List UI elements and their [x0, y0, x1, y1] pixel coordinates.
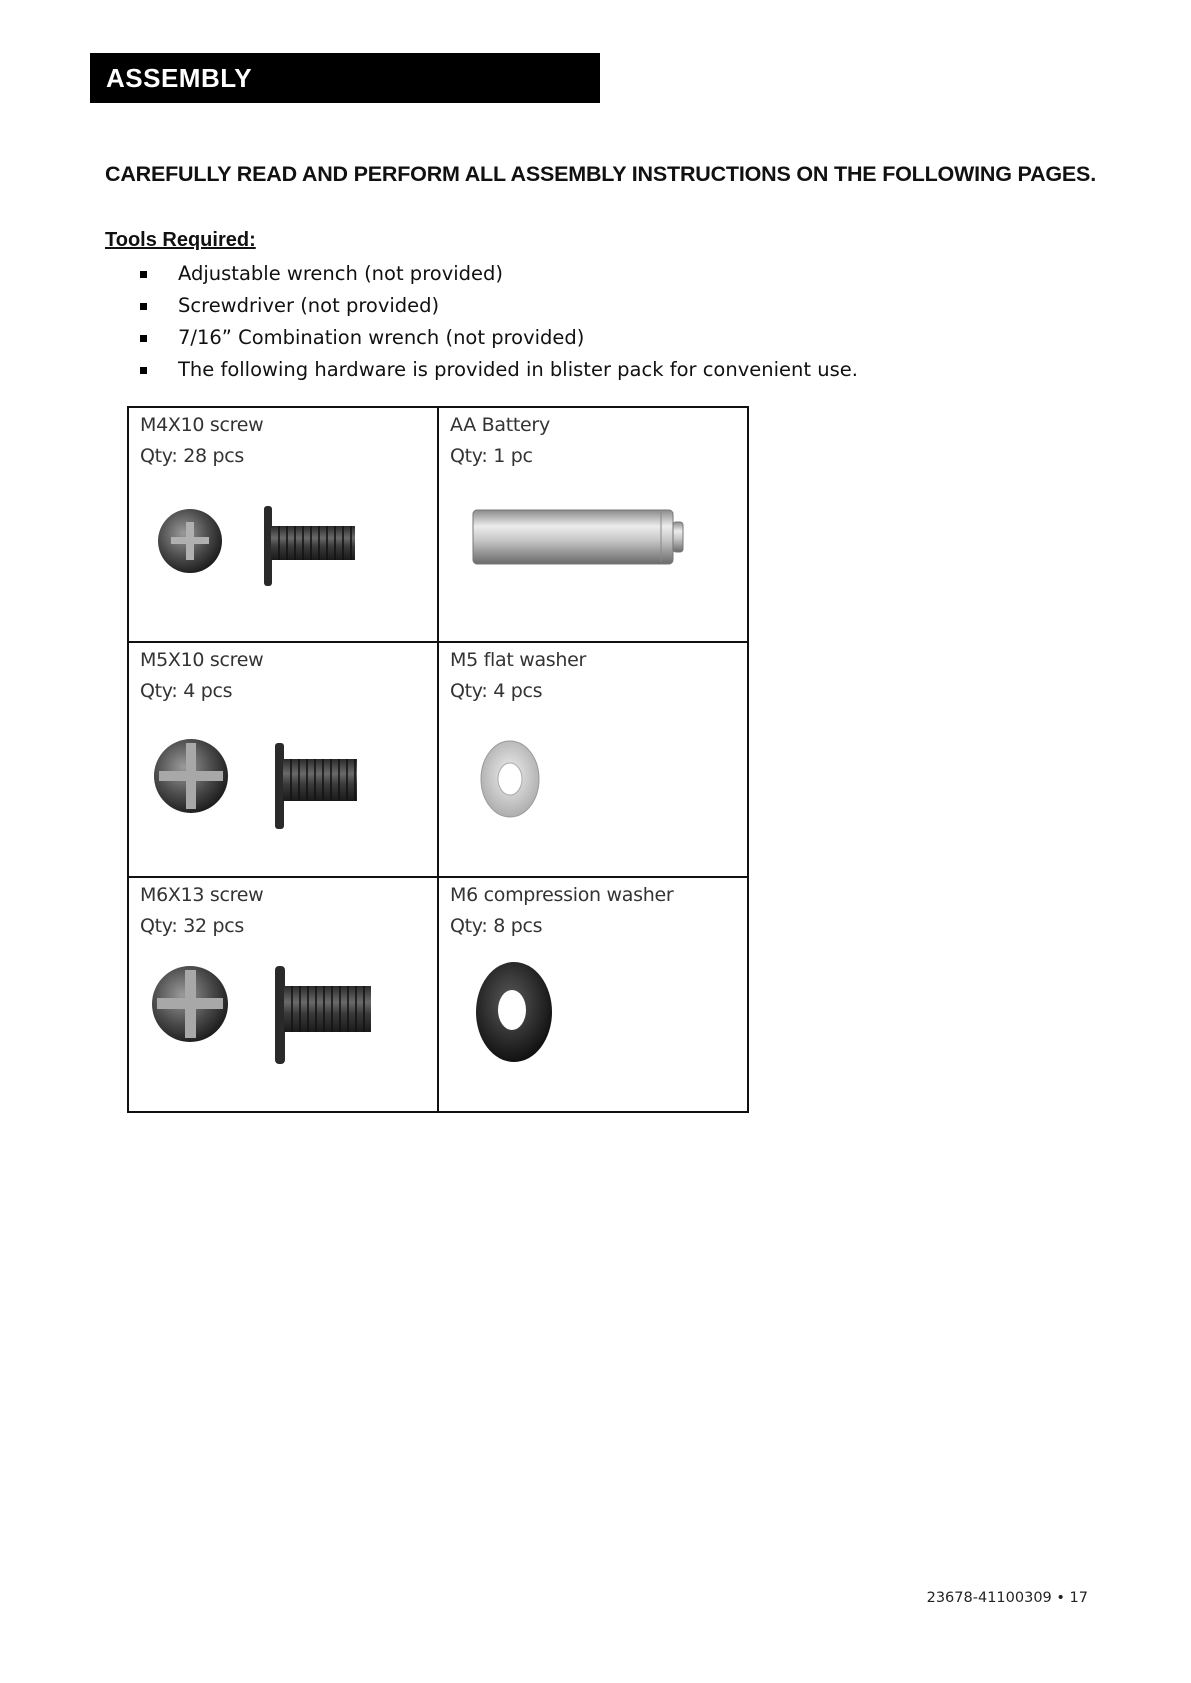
- hardware-cell: [128, 877, 438, 1112]
- bullet-icon: [140, 367, 147, 374]
- assembly-instruction: CAREFULLY READ AND PERFORM ALL ASSEMBLY INSTRUCTIONS ON THE FOLLOWING PAGES.: [105, 162, 1096, 186]
- hardware-name: M5 flat washer: [450, 649, 587, 671]
- bullet-icon: [140, 303, 147, 310]
- screw-icon: [129, 643, 437, 876]
- hardware-name: M4X10 screw: [140, 414, 264, 436]
- page-footer: 23678-41100309 • 17: [926, 1590, 1088, 1606]
- bullet-icon: [140, 335, 147, 342]
- hardware-cell: [128, 407, 438, 642]
- tool-label: Adjustable wrench (not provided): [178, 262, 504, 285]
- compression-washer-icon: [439, 878, 747, 1111]
- bullet-icon: [140, 271, 147, 278]
- hardware-qty: Qty: 4 pcs: [140, 680, 233, 702]
- section-title: ASSEMBLY: [106, 63, 253, 93]
- hardware-qty: Qty: 1 pc: [450, 445, 533, 467]
- hardware-name: M6X13 screw: [140, 884, 264, 906]
- flat-washer-icon: [439, 643, 747, 876]
- section-header: [90, 53, 600, 103]
- hardware-cell: [128, 642, 438, 877]
- hardware-cell: [438, 407, 748, 642]
- tool-label: Screwdriver (not provided): [178, 294, 440, 317]
- hardware-name: AA Battery: [450, 414, 550, 436]
- screw-icon: [129, 878, 437, 1111]
- tool-label: The following hardware is provided in blister pack for convenient use.: [178, 358, 858, 381]
- list-item: [140, 354, 858, 386]
- battery-icon: [439, 408, 747, 641]
- hardware-name: M5X10 screw: [140, 649, 264, 671]
- screw-icon: [129, 408, 437, 641]
- hardware-cell: [438, 642, 748, 877]
- tool-label: 7/16” Combination wrench (not provided): [178, 326, 585, 349]
- list-item: [140, 322, 858, 354]
- hardware-table: [127, 406, 749, 1113]
- hardware-qty: Qty: 4 pcs: [450, 680, 543, 702]
- hardware-qty: Qty: 28 pcs: [140, 445, 245, 467]
- list-item: [140, 258, 858, 290]
- hardware-qty: Qty: 8 pcs: [450, 915, 543, 937]
- list-item: [140, 290, 858, 322]
- tools-list: [140, 258, 858, 386]
- tools-heading: Tools Required:: [105, 229, 256, 251]
- hardware-name: M6 compression washer: [450, 884, 674, 906]
- hardware-cell: [438, 877, 748, 1112]
- hardware-qty: Qty: 32 pcs: [140, 915, 245, 937]
